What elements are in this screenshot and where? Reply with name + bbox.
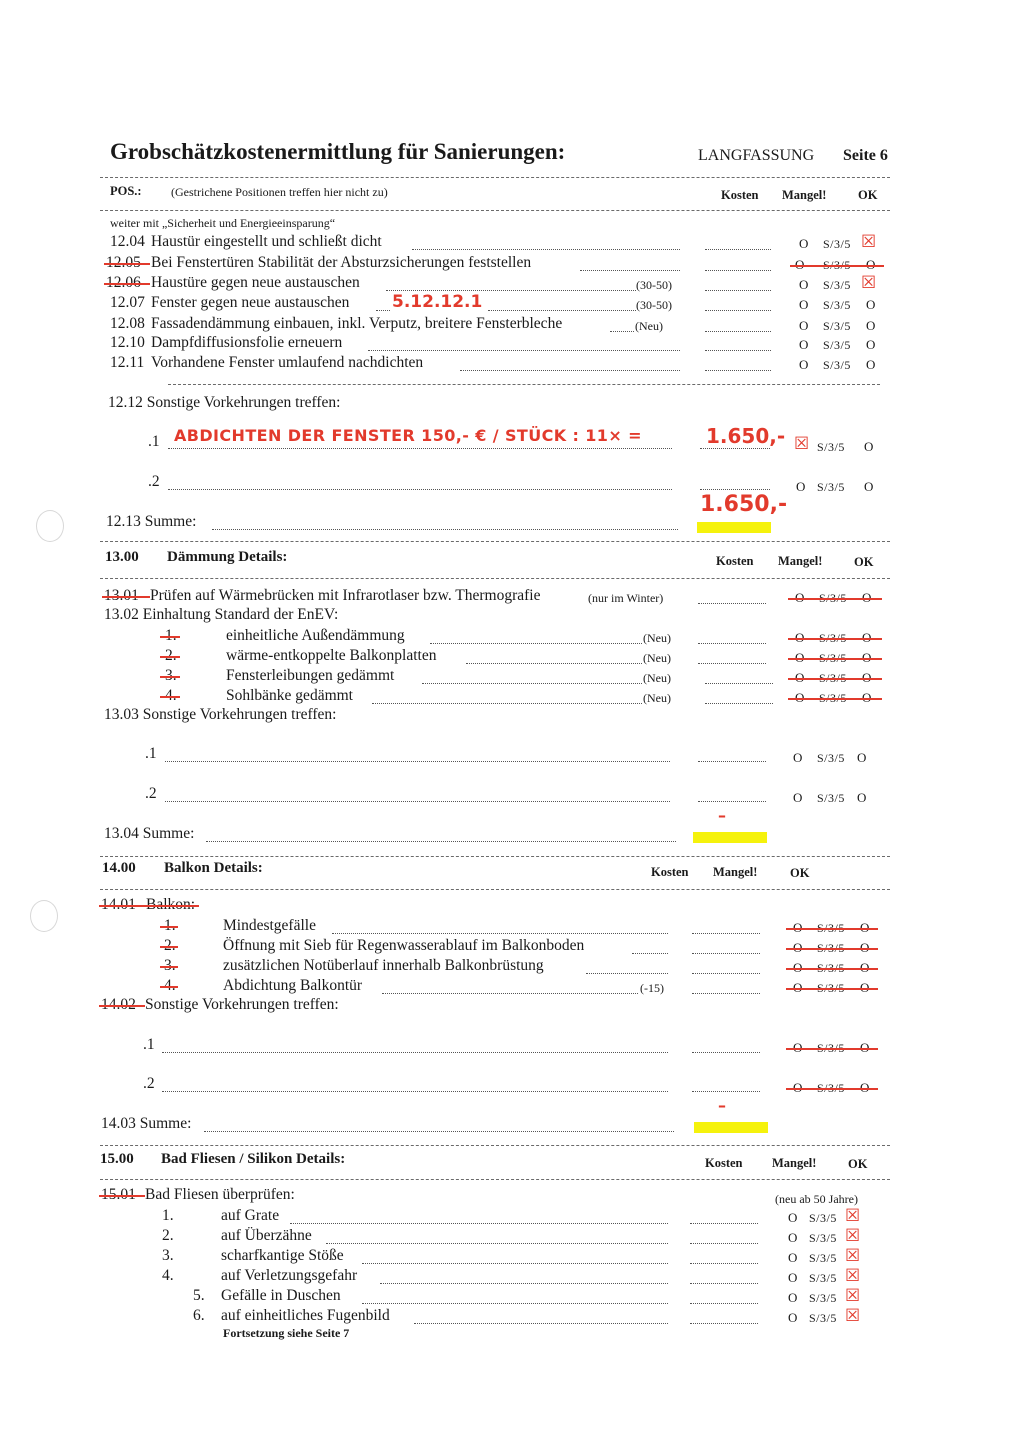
row-15-01-1-num: 1. — [162, 1207, 174, 1224]
mark-ok: O — [862, 650, 872, 665]
mark-ok: O — [866, 357, 876, 372]
row-15-01-num: 15.01 — [101, 1186, 136, 1203]
separator — [100, 889, 890, 890]
mark-o: O — [793, 960, 803, 975]
row-13-02-1-num: 1. — [165, 627, 177, 644]
mark-ok: O — [857, 750, 867, 765]
mark-ok: O — [862, 690, 872, 705]
leader-dots — [212, 529, 678, 530]
mark-s: S/3/5 — [817, 1041, 845, 1055]
row-15-01-5-text: Gefälle in Duschen — [221, 1287, 341, 1304]
cost-field — [705, 310, 771, 311]
mark-o: O — [793, 1080, 803, 1095]
row-14-01-num: 14.01 — [101, 896, 136, 913]
sum-13-highlight — [693, 832, 767, 843]
mark-s: S/3/5 — [809, 1231, 837, 1245]
leader-dots — [430, 643, 642, 644]
row-12-08-note: (Neu) — [635, 319, 663, 333]
row-12-08-num: 12.08 — [110, 315, 145, 332]
leader-dots — [165, 801, 670, 802]
cost-field — [700, 448, 770, 449]
col-ok: OK — [790, 866, 810, 880]
section-14-title: Balkon Details: — [164, 860, 263, 876]
row-15-01-text: Bad Fliesen überprüfen: — [145, 1186, 295, 1203]
mark-o: O — [799, 337, 809, 352]
strike-line — [104, 283, 150, 285]
separator — [100, 1145, 890, 1146]
cost-field — [698, 663, 766, 664]
mark-o: O — [799, 357, 809, 372]
mark-s: S/3/5 — [823, 358, 851, 372]
cost-field — [692, 953, 760, 954]
mark-s: S/3/5 — [817, 961, 845, 975]
leader-dots — [466, 663, 642, 664]
strike-line — [99, 1005, 145, 1007]
page-title: Grobschätzkostenermittlung für Sanierungen: — [110, 139, 566, 164]
mark-o: O — [799, 277, 809, 292]
strike-line — [788, 658, 882, 660]
leader-dots — [376, 310, 390, 311]
mark-ok: O — [862, 670, 872, 685]
mark-o: O — [799, 236, 809, 251]
section-13-sonstige: 13.03 Sonstige Vorkehrungen treffen: — [104, 706, 337, 723]
mark-s: S/3/5 — [819, 591, 847, 605]
separator — [100, 541, 890, 542]
separator — [100, 1179, 890, 1180]
strike-line — [160, 966, 178, 968]
mark-ok: O — [860, 920, 870, 935]
mark-s: S/3/5 — [823, 298, 851, 312]
cost-field — [690, 1223, 758, 1224]
cost-field — [705, 683, 773, 684]
row-14-01-4-text: Abdichtung Balkontür — [223, 977, 363, 994]
row-14-01-4-num: 4. — [164, 977, 176, 994]
mark-s: S/3/5 — [823, 237, 851, 251]
ok-checked-icon: ☒ — [845, 1286, 861, 1306]
separator — [168, 384, 880, 385]
row-13-01-num: 13.01 — [104, 587, 139, 604]
leader-dots — [368, 350, 680, 351]
sum-14-label: 14.03 Summe: — [101, 1115, 192, 1132]
row-12-04-num: 12.04 — [110, 233, 145, 250]
mark-o: O — [795, 630, 805, 645]
strike-line — [160, 926, 178, 928]
strike-line — [788, 698, 882, 700]
row-13-03-2-num: .2 — [145, 785, 157, 802]
mark-s: S/3/5 — [817, 440, 845, 454]
mark-ok: O — [860, 980, 870, 995]
leader-dots — [204, 1131, 674, 1132]
cost-field — [692, 993, 760, 994]
variant-label: LANGFASSUNG — [698, 147, 815, 164]
col-kosten: Kosten — [716, 554, 754, 568]
ok-checked-icon: ☒ — [845, 1306, 861, 1326]
row-14-02-text: Sonstige Vorkehrungen treffen: — [145, 996, 339, 1013]
leader-dots — [162, 1091, 668, 1092]
cost-field — [705, 331, 771, 332]
ok-checked-icon: ☒ — [845, 1226, 861, 1246]
row-15-01-2-text: auf Überzähne — [221, 1227, 312, 1244]
cost-field — [692, 1091, 760, 1092]
row-12-07-num: 12.07 — [110, 294, 145, 311]
mark-s: S/3/5 — [819, 631, 847, 645]
ok-checked-icon: ☒ — [845, 1246, 861, 1266]
section-12-intro: weiter mit „Sicherheit und Energieeinsparung“ — [110, 216, 336, 230]
row-14-01-text: Balkon: — [146, 896, 196, 913]
row-12-04-text: Haustür eingestellt und schließt dicht — [151, 233, 382, 250]
ok-checked-icon: ☒ — [845, 1206, 861, 1226]
mark-o: O — [793, 980, 803, 995]
leader-dots — [412, 249, 680, 250]
leader-dots — [362, 1303, 668, 1304]
mark-o: O — [793, 920, 803, 935]
mark-s: S/3/5 — [823, 338, 851, 352]
mark-s: S/3/5 — [809, 1251, 837, 1265]
cost-field — [705, 270, 771, 271]
mark-o: O — [795, 650, 805, 665]
mark-s: S/3/5 — [809, 1311, 837, 1325]
cost-field — [698, 801, 766, 802]
mark-o: O — [793, 1040, 803, 1055]
row-12-07-text: Fenster gegen neue austauschen — [151, 294, 350, 311]
row-14-01-2-num: 2. — [164, 937, 176, 954]
strike-line — [788, 598, 882, 600]
strike-line — [786, 928, 878, 930]
leader-dots — [326, 1243, 668, 1244]
row-13-02-2-note: (Neu) — [643, 651, 671, 665]
page-number: Seite 6 — [843, 147, 888, 164]
ok-checked-icon: ☒ — [845, 1266, 861, 1286]
pos-label: POS.: — [110, 184, 142, 198]
row-12-10-num: 12.10 — [110, 334, 145, 351]
col-kosten: Kosten — [705, 1156, 743, 1170]
row-13-02-1-note: (Neu) — [643, 631, 671, 645]
mark-o: O — [796, 479, 806, 494]
mark-ok: O — [860, 960, 870, 975]
mark-ok: O — [860, 1040, 870, 1055]
cost-field — [690, 1263, 758, 1264]
sum-12-label: 12.13 Summe: — [106, 513, 197, 530]
mark-s: S/3/5 — [823, 319, 851, 333]
row-12-06-note: (30-50) — [636, 278, 672, 292]
col-mangel: Mangel! — [772, 1156, 817, 1170]
leader-dots — [380, 1283, 668, 1284]
leader-dots — [168, 448, 672, 449]
strike-line — [790, 265, 884, 267]
row-13-02-3-note: (Neu) — [643, 671, 671, 685]
ok-checked-icon: ☒ — [861, 232, 877, 252]
row-14-02-2-num: .2 — [143, 1075, 155, 1092]
leader-dots — [580, 270, 680, 271]
row-14-01-1-text: Mindestgefälle — [223, 917, 316, 934]
row-12-08-text: Fassadendämmung einbauen, inkl. Verputz, breitere Fensterbleche — [151, 315, 563, 332]
mark-s: S/3/5 — [817, 941, 845, 955]
mark-o: O — [788, 1290, 798, 1305]
mark-o: O — [788, 1310, 798, 1325]
strike-line — [160, 946, 178, 948]
cost-field — [698, 761, 766, 762]
sum-12-highlight — [697, 522, 771, 533]
separator — [100, 578, 890, 579]
row-12-07-reference: 5.12.12.1 — [392, 292, 483, 312]
row-15-01-5-num: 5. — [193, 1287, 205, 1304]
separator — [100, 856, 890, 857]
col-mangel: Mangel! — [713, 865, 758, 879]
section-15-number: 15.00 — [100, 1151, 134, 1167]
cost-field — [698, 643, 766, 644]
section-13-title: Dämmung Details: — [167, 549, 288, 565]
leader-dots — [165, 761, 670, 762]
cost-field — [700, 489, 770, 490]
strike-line — [160, 696, 180, 698]
separator — [100, 177, 890, 178]
mark-ok: O — [862, 630, 872, 645]
row-15-01-note: (neu ab 50 Jahre) — [775, 1192, 858, 1206]
sum-14-value: – — [718, 1096, 726, 1115]
row-14-01-3-text: zusätzlichen Notüberlauf innerhalb Balkonbrüstung — [223, 957, 544, 974]
section-15-title: Bad Fliesen / Silikon Details: — [161, 1151, 346, 1167]
col-mangel: Mangel! — [778, 554, 823, 568]
strike-line — [99, 905, 199, 907]
strike-line — [786, 948, 878, 950]
leader-dots — [488, 310, 636, 311]
strike-line — [160, 636, 180, 638]
row-15-01-3-num: 3. — [162, 1247, 174, 1264]
mark-o: O — [793, 790, 803, 805]
mark-ok: O — [857, 790, 867, 805]
row-13-03-1-num: .1 — [145, 745, 157, 762]
mark-ok: O — [862, 590, 872, 605]
strike-line — [786, 1088, 878, 1090]
sum-12-value: 1.650,- — [700, 492, 788, 517]
leader-dots — [162, 1052, 668, 1053]
mark-o: O — [799, 297, 809, 312]
leader-dots — [372, 703, 642, 704]
row-13-02-4-num: 4. — [165, 687, 177, 704]
row-15-01-6-num: 6. — [193, 1307, 205, 1324]
strike-line — [160, 656, 180, 658]
row-14-01-4-note: (-15) — [640, 981, 664, 995]
row-13-02-3-num: 3. — [165, 667, 177, 684]
cost-field — [698, 603, 766, 604]
section-12-sonstige: 12.12 Sonstige Vorkehrungen treffen: — [108, 394, 341, 411]
mangel-checked-icon: ☒ — [794, 434, 810, 454]
leader-dots — [382, 993, 638, 994]
sum-14-highlight — [694, 1122, 768, 1133]
cost-field — [692, 933, 760, 934]
mark-s: S/3/5 — [809, 1291, 837, 1305]
strike-line — [104, 263, 150, 265]
cost-field — [692, 1052, 760, 1053]
leader-dots — [422, 683, 642, 684]
mark-o: O — [788, 1270, 798, 1285]
cost-field — [692, 973, 760, 974]
row-12-12-2-num: .2 — [148, 473, 160, 490]
row-13-02-4-note: (Neu) — [643, 691, 671, 705]
row-12-05-text: Bei Fenstertüren Stabilität der Absturzsicherungen feststellen — [151, 254, 532, 271]
row-13-02-1-text: einheitliche Außendämmung — [226, 627, 405, 644]
row-14-01-1-num: 1. — [164, 917, 176, 934]
mark-s: S/3/5 — [819, 671, 847, 685]
mark-ok: O — [866, 337, 876, 352]
row-13-01-text: Prüfen auf Wärmebrücken mit Infrarotlaser bzw. Thermografie — [150, 587, 541, 604]
leader-dots — [168, 489, 672, 490]
mark-o: O — [793, 750, 803, 765]
section-13-number: 13.00 — [105, 549, 139, 565]
col-ok: OK — [848, 1157, 868, 1171]
leader-dots — [586, 973, 668, 974]
row-12-06-num: 12.06 — [106, 274, 141, 291]
leader-dots — [332, 933, 668, 934]
leader-dots — [632, 953, 668, 954]
leader-dots — [386, 290, 636, 291]
col-ok: OK — [858, 188, 878, 202]
cost-field — [690, 1323, 758, 1324]
row-12-12-1-handwriting: ABDICHTEN DER FENSTER 150,- € / STÜCK : 11× = — [174, 426, 642, 445]
cost-field — [705, 290, 771, 291]
mark-s: S/3/5 — [817, 480, 845, 494]
continuation-note: Fortsetzung siehe Seite 7 — [223, 1326, 350, 1340]
mark-o: O — [788, 1250, 798, 1265]
mark-ok: O — [864, 479, 874, 494]
mark-o: O — [795, 590, 805, 605]
row-15-01-2-num: 2. — [162, 1227, 174, 1244]
mark-s: S/3/5 — [817, 751, 845, 765]
mark-ok: O — [860, 940, 870, 955]
pos-note: (Gestrichene Positionen treffen hier nicht zu) — [171, 185, 388, 199]
row-13-02-text: 13.02 Einhaltung Standard der EnEV: — [104, 606, 339, 623]
mark-s: S/3/5 — [819, 691, 847, 705]
cost-field — [690, 1303, 758, 1304]
mark-o: O — [795, 257, 805, 272]
col-kosten: Kosten — [651, 865, 689, 879]
mark-o: O — [788, 1210, 798, 1225]
leader-dots — [460, 370, 680, 371]
ok-checked-icon: ☒ — [861, 273, 877, 293]
mark-ok: O — [866, 297, 876, 312]
row-15-01-1-text: auf Grate — [221, 1207, 280, 1224]
punch-hole-top — [36, 510, 64, 542]
mark-ok: O — [866, 257, 876, 272]
cost-field — [705, 370, 771, 371]
mark-ok: O — [860, 1080, 870, 1095]
mark-s: S/3/5 — [819, 651, 847, 665]
mark-o: O — [799, 318, 809, 333]
strike-line — [788, 638, 882, 640]
row-15-01-4-num: 4. — [162, 1267, 174, 1284]
row-13-02-2-num: 2. — [165, 647, 177, 664]
row-15-01-6-text: auf einheitliches Fugenbild — [221, 1307, 390, 1324]
row-12-11-num: 12.11 — [110, 354, 145, 371]
leader-dots — [362, 1263, 668, 1264]
mark-s: S/3/5 — [817, 1081, 845, 1095]
strike-line — [786, 988, 878, 990]
sum-13-label: 13.04 Summe: — [104, 825, 195, 842]
mark-o: O — [788, 1230, 798, 1245]
row-12-06-text: Haustüre gegen neue austauschen — [151, 274, 360, 291]
cost-field — [705, 249, 771, 250]
row-12-11-text: Vorhandene Fenster umlaufend nachdichten — [151, 354, 424, 371]
mark-s: S/3/5 — [809, 1271, 837, 1285]
col-mangel: Mangel! — [782, 188, 827, 202]
row-12-07-note: (30-50) — [636, 298, 672, 312]
strike-line — [160, 676, 180, 678]
cost-field — [690, 1243, 758, 1244]
strike-line — [788, 678, 882, 680]
mark-s: S/3/5 — [817, 981, 845, 995]
row-14-02-1-num: .1 — [143, 1036, 155, 1053]
row-15-01-4-text: auf Verletzungsgefahr — [221, 1267, 358, 1284]
strike-line — [786, 968, 878, 970]
mark-ok: O — [866, 318, 876, 333]
col-ok: OK — [854, 555, 874, 569]
row-14-02-num: 14.02 — [101, 996, 136, 1013]
mark-s: S/3/5 — [823, 278, 851, 292]
mark-o: O — [795, 670, 805, 685]
strike-line — [102, 596, 150, 598]
cost-field — [690, 1283, 758, 1284]
mark-o: O — [795, 690, 805, 705]
mark-ok: O — [864, 439, 874, 454]
leader-dots — [206, 841, 676, 842]
row-14-01-3-num: 3. — [164, 957, 176, 974]
strike-line — [99, 1195, 145, 1197]
section-14-number: 14.00 — [102, 860, 136, 876]
mark-s: S/3/5 — [817, 791, 845, 805]
cost-field — [705, 703, 773, 704]
mark-s: S/3/5 — [809, 1211, 837, 1225]
separator — [100, 210, 890, 211]
row-13-02-2-text: wärme-entkoppelte Balkonplatten — [226, 647, 437, 664]
row-13-02-4-text: Sohlbänke gedämmt — [226, 687, 353, 704]
sum-13-value: – — [718, 806, 726, 825]
punch-hole-bottom — [30, 900, 58, 932]
row-12-12-1-num: .1 — [148, 433, 160, 450]
col-kosten: Kosten — [721, 188, 759, 202]
leader-dots — [610, 331, 634, 332]
strike-line — [160, 986, 178, 988]
mark-s: S/3/5 — [823, 258, 851, 272]
leader-dots — [414, 1323, 668, 1324]
leader-dots — [290, 1223, 668, 1224]
cost-field — [705, 350, 771, 351]
mark-o: O — [793, 940, 803, 955]
strike-line — [786, 1048, 878, 1050]
row-15-01-3-text: scharfkantige Stöße — [221, 1247, 344, 1264]
row-12-12-1-cost: 1.650,- — [706, 424, 786, 448]
row-12-10-text: Dampfdiffusionsfolie erneuern — [151, 334, 343, 351]
row-13-01-note: (nur im Winter) — [588, 591, 664, 605]
row-14-01-2-text: Öffnung mit Sieb für Regenwasserablauf im Balkonboden — [223, 937, 585, 954]
mark-s: S/3/5 — [817, 921, 845, 935]
row-12-05-num: 12.05 — [106, 254, 141, 271]
row-13-02-3-text: Fensterleibungen gedämmt — [226, 667, 395, 684]
